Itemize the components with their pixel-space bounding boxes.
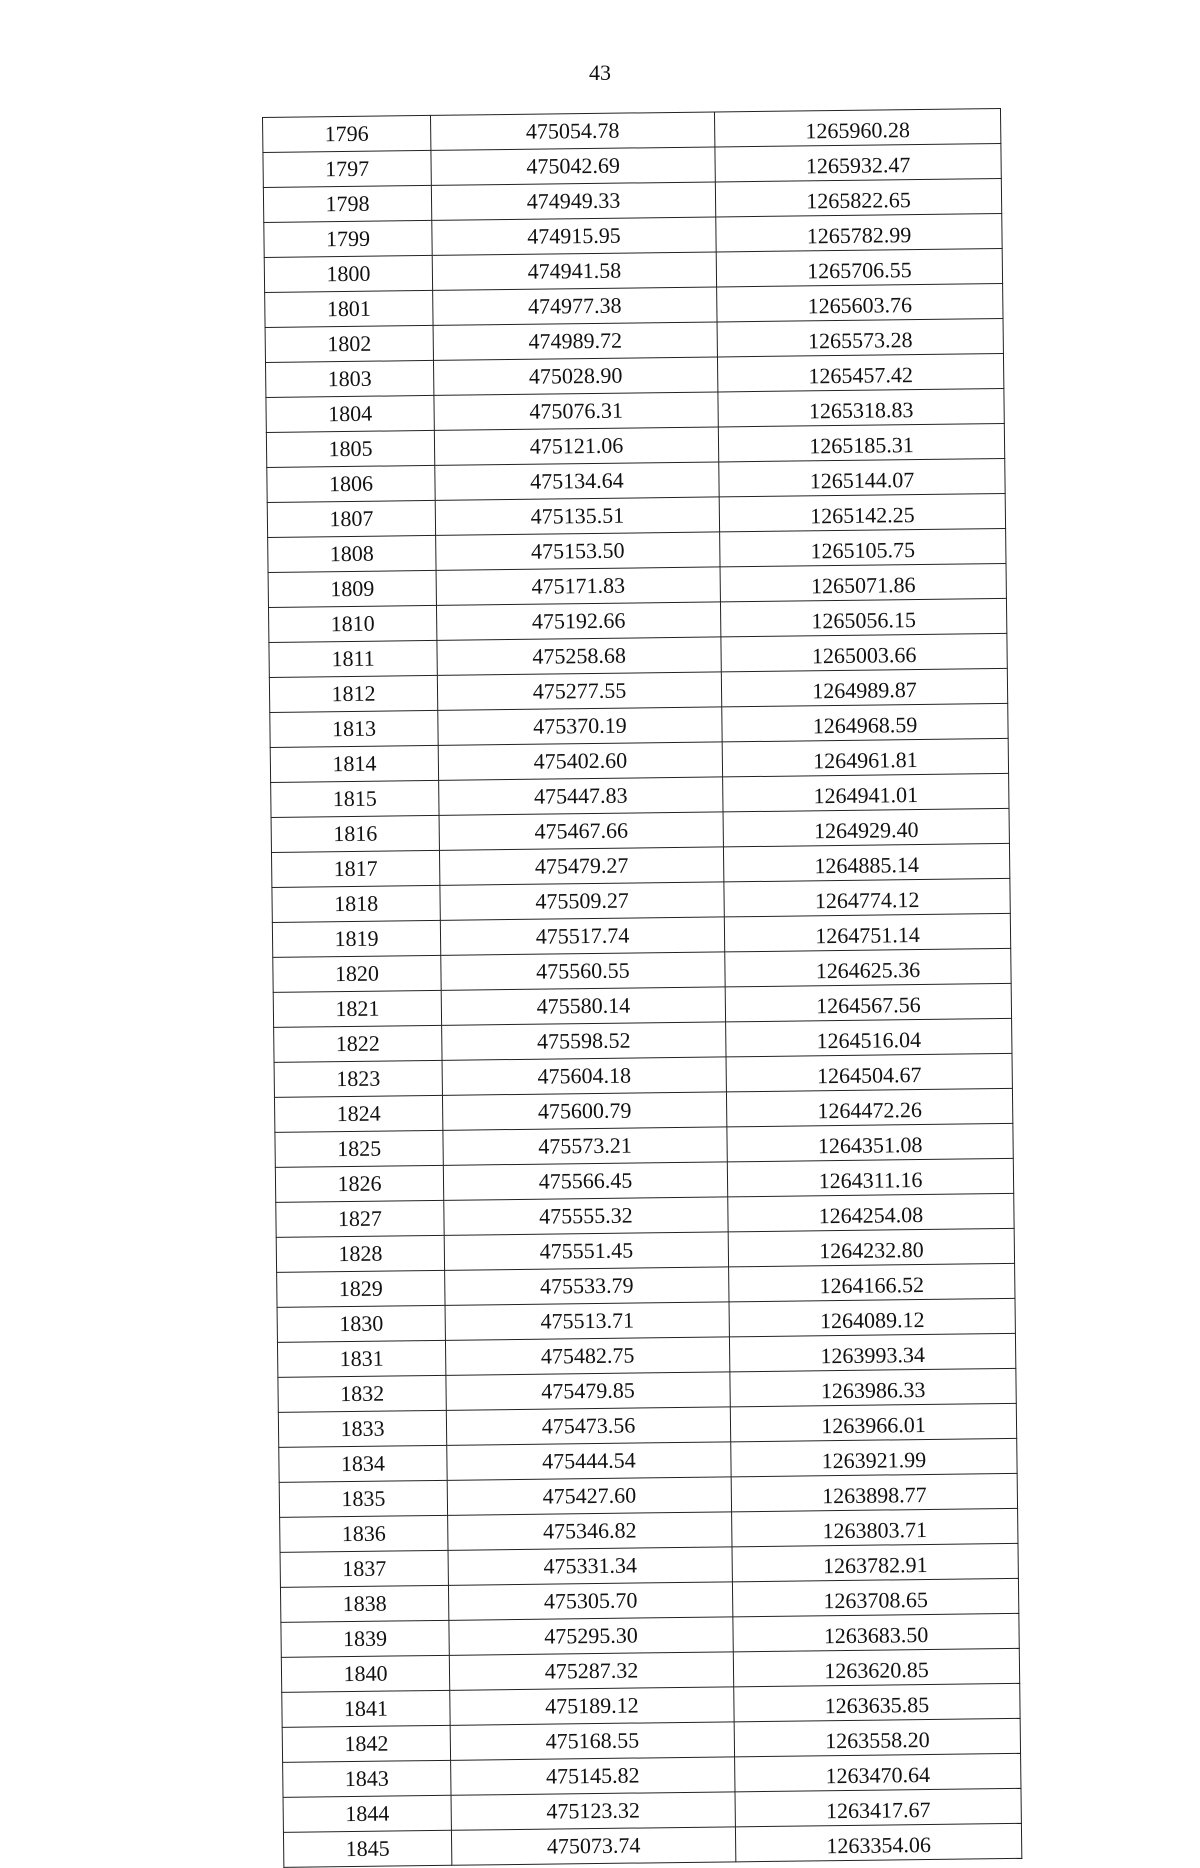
- y-coordinate-cell: 1264232.80: [728, 1228, 1014, 1266]
- x-coordinate-cell: 475473.56: [446, 1407, 730, 1445]
- y-coordinate-cell: 1264961.81: [722, 738, 1008, 776]
- y-coordinate-cell: 1264516.04: [726, 1018, 1012, 1056]
- x-coordinate-cell: 475287.32: [449, 1652, 733, 1690]
- point-number-cell: 1800: [264, 255, 432, 292]
- point-number-cell: 1821: [273, 990, 441, 1027]
- x-coordinate-cell: 475604.18: [442, 1057, 726, 1095]
- x-coordinate-cell: 475479.27: [439, 847, 723, 885]
- point-number-cell: 1838: [280, 1585, 448, 1622]
- x-coordinate-cell: 475482.75: [445, 1337, 729, 1375]
- point-number-cell: 1836: [280, 1515, 448, 1552]
- x-coordinate-cell: 475076.31: [434, 392, 718, 430]
- point-number-cell: 1835: [279, 1480, 447, 1517]
- point-number-cell: 1819: [272, 920, 440, 957]
- point-number-cell: 1801: [265, 290, 433, 327]
- y-coordinate-cell: 1264351.08: [727, 1123, 1013, 1161]
- x-coordinate-cell: 475134.64: [435, 462, 719, 500]
- coordinates-table: [262, 108, 1022, 1868]
- y-coordinate-cell: 1263782.91: [732, 1543, 1018, 1581]
- point-number-cell: 1796: [263, 115, 431, 152]
- y-coordinate-cell: 1263966.01: [730, 1403, 1016, 1441]
- y-coordinate-cell: 1264941.01: [723, 773, 1009, 811]
- point-number-cell: 1807: [267, 500, 435, 537]
- x-coordinate-cell: 474949.33: [431, 182, 715, 220]
- coordinates-table-body: [263, 108, 1022, 1867]
- point-number-cell: 1823: [274, 1060, 442, 1097]
- x-coordinate-cell: 475168.55: [450, 1722, 734, 1760]
- point-number-cell: 1814: [270, 745, 438, 782]
- y-coordinate-cell: 1265706.55: [716, 248, 1002, 286]
- x-coordinate-cell: 475447.83: [439, 777, 723, 815]
- x-coordinate-cell: 475513.71: [445, 1302, 729, 1340]
- y-coordinate-cell: 1263986.33: [730, 1368, 1016, 1406]
- x-coordinate-cell: 475305.70: [448, 1582, 732, 1620]
- y-coordinate-cell: 1265318.83: [718, 388, 1004, 426]
- x-coordinate-cell: 474915.95: [432, 217, 716, 255]
- point-number-cell: 1842: [282, 1725, 450, 1762]
- x-coordinate-cell: 475346.82: [448, 1512, 732, 1550]
- y-coordinate-cell: 1264504.67: [726, 1053, 1012, 1091]
- y-coordinate-cell: 1265960.28: [714, 108, 1000, 146]
- x-coordinate-cell: 475598.52: [442, 1022, 726, 1060]
- x-coordinate-cell: 475402.60: [438, 742, 722, 780]
- point-number-cell: 1798: [263, 185, 431, 222]
- x-coordinate-cell: 475555.32: [444, 1197, 728, 1235]
- point-number-cell: 1820: [273, 955, 441, 992]
- point-number-cell: 1802: [265, 325, 433, 362]
- x-coordinate-cell: 475509.27: [440, 882, 724, 920]
- point-number-cell: 1832: [278, 1375, 446, 1412]
- point-number-cell: 1812: [269, 675, 437, 712]
- x-coordinate-cell: 475028.90: [433, 357, 717, 395]
- x-coordinate-cell: 475121.06: [434, 427, 718, 465]
- x-coordinate-cell: 474941.58: [432, 252, 716, 290]
- point-number-cell: 1805: [266, 430, 434, 467]
- point-number-cell: 1841: [282, 1690, 450, 1727]
- x-coordinate-cell: 475135.51: [435, 497, 719, 535]
- x-coordinate-cell: 475153.50: [436, 532, 720, 570]
- y-coordinate-cell: 1263683.50: [733, 1613, 1019, 1651]
- x-coordinate-cell: 475551.45: [444, 1232, 728, 1270]
- y-coordinate-cell: 1265142.25: [719, 493, 1005, 531]
- y-coordinate-cell: 1264567.56: [725, 983, 1011, 1021]
- point-number-cell: 1837: [280, 1550, 448, 1587]
- point-number-cell: 1827: [276, 1200, 444, 1237]
- y-coordinate-cell: 1264472.26: [726, 1088, 1012, 1126]
- y-coordinate-cell: 1264968.59: [722, 703, 1008, 741]
- y-coordinate-cell: 1263993.34: [729, 1333, 1015, 1371]
- point-number-cell: 1834: [279, 1445, 447, 1482]
- x-coordinate-cell: 475600.79: [442, 1092, 726, 1130]
- y-coordinate-cell: 1263354.06: [735, 1823, 1021, 1861]
- point-number-cell: 1825: [275, 1130, 443, 1167]
- point-number-cell: 1826: [275, 1165, 443, 1202]
- y-coordinate-cell: 1264311.16: [727, 1158, 1013, 1196]
- x-coordinate-cell: 475573.21: [443, 1127, 727, 1165]
- y-coordinate-cell: 1265185.31: [718, 423, 1004, 461]
- x-coordinate-cell: 475427.60: [447, 1477, 731, 1515]
- y-coordinate-cell: 1264254.08: [728, 1193, 1014, 1231]
- y-coordinate-cell: 1263803.71: [732, 1508, 1018, 1546]
- y-coordinate-cell: 1264166.52: [729, 1263, 1015, 1301]
- y-coordinate-cell: 1263620.85: [733, 1648, 1019, 1686]
- point-number-cell: 1845: [283, 1830, 451, 1867]
- y-coordinate-cell: 1265457.42: [717, 353, 1003, 391]
- y-coordinate-cell: 1263635.85: [734, 1683, 1020, 1721]
- y-coordinate-cell: 1264929.40: [723, 808, 1009, 846]
- x-coordinate-cell: 475123.32: [451, 1792, 735, 1830]
- y-coordinate-cell: 1263708.65: [732, 1578, 1018, 1616]
- point-number-cell: 1840: [281, 1655, 449, 1692]
- point-number-cell: 1831: [277, 1340, 445, 1377]
- x-coordinate-cell: 475560.55: [441, 952, 725, 990]
- point-number-cell: 1829: [277, 1270, 445, 1307]
- point-number-cell: 1844: [283, 1795, 451, 1832]
- x-coordinate-cell: 475171.83: [436, 567, 720, 605]
- point-number-cell: 1810: [268, 605, 436, 642]
- x-coordinate-cell: 475566.45: [443, 1162, 727, 1200]
- point-number-cell: 1809: [268, 570, 436, 607]
- point-number-cell: 1839: [281, 1620, 449, 1657]
- x-coordinate-cell: 475533.79: [445, 1267, 729, 1305]
- point-number-cell: 1833: [278, 1410, 446, 1447]
- y-coordinate-cell: 1264089.12: [729, 1298, 1015, 1336]
- x-coordinate-cell: 475189.12: [450, 1687, 734, 1725]
- x-coordinate-cell: 475073.74: [451, 1827, 735, 1865]
- x-coordinate-cell: 475192.66: [436, 602, 720, 640]
- point-number-cell: 1803: [265, 360, 433, 397]
- x-coordinate-cell: 475517.74: [440, 917, 724, 955]
- y-coordinate-cell: 1263921.99: [731, 1438, 1017, 1476]
- point-number-cell: 1828: [276, 1235, 444, 1272]
- point-number-cell: 1797: [263, 150, 431, 187]
- y-coordinate-cell: 1265003.66: [721, 633, 1007, 671]
- y-coordinate-cell: 1263558.20: [734, 1718, 1020, 1756]
- y-coordinate-cell: 1264625.36: [725, 948, 1011, 986]
- x-coordinate-cell: 475054.78: [430, 112, 714, 150]
- point-number-cell: 1824: [274, 1095, 442, 1132]
- point-number-cell: 1806: [267, 465, 435, 502]
- point-number-cell: 1815: [271, 780, 439, 817]
- point-number-cell: 1811: [269, 640, 437, 677]
- y-coordinate-cell: 1265932.47: [715, 143, 1001, 181]
- point-number-cell: 1830: [277, 1305, 445, 1342]
- y-coordinate-cell: 1264774.12: [724, 878, 1010, 916]
- y-coordinate-cell: 1263417.67: [735, 1788, 1021, 1826]
- y-coordinate-cell: 1265144.07: [719, 458, 1005, 496]
- x-coordinate-cell: 475042.69: [431, 147, 715, 185]
- x-coordinate-cell: 474989.72: [433, 322, 717, 360]
- y-coordinate-cell: 1265782.99: [716, 213, 1002, 251]
- x-coordinate-cell: 475580.14: [441, 987, 725, 1025]
- x-coordinate-cell: 475467.66: [439, 812, 723, 850]
- y-coordinate-cell: 1265105.75: [720, 528, 1006, 566]
- point-number-cell: 1813: [270, 710, 438, 747]
- y-coordinate-cell: 1264989.87: [721, 668, 1007, 706]
- x-coordinate-cell: 475479.85: [446, 1372, 730, 1410]
- x-coordinate-cell: 475258.68: [437, 637, 721, 675]
- y-coordinate-cell: 1265056.15: [720, 598, 1006, 636]
- y-coordinate-cell: 1265573.28: [717, 318, 1003, 356]
- y-coordinate-cell: 1265071.86: [720, 563, 1006, 601]
- y-coordinate-cell: 1263898.77: [731, 1473, 1017, 1511]
- x-coordinate-cell: 475370.19: [438, 707, 722, 745]
- point-number-cell: 1808: [268, 535, 436, 572]
- point-number-cell: 1799: [264, 220, 432, 257]
- x-coordinate-cell: 474977.38: [433, 287, 717, 325]
- x-coordinate-cell: 475331.34: [448, 1547, 732, 1585]
- point-number-cell: 1822: [274, 1025, 442, 1062]
- x-coordinate-cell: 475277.55: [437, 672, 721, 710]
- point-number-cell: 1818: [272, 885, 440, 922]
- y-coordinate-cell: 1265822.65: [715, 178, 1001, 216]
- point-number-cell: 1843: [283, 1760, 451, 1797]
- y-coordinate-cell: 1263470.64: [735, 1753, 1021, 1791]
- point-number-cell: 1816: [271, 815, 439, 852]
- page-number: 43: [589, 60, 611, 85]
- point-number-cell: 1817: [271, 850, 439, 887]
- y-coordinate-cell: 1264885.14: [723, 843, 1009, 881]
- x-coordinate-cell: 475145.82: [451, 1757, 735, 1795]
- x-coordinate-cell: 475295.30: [449, 1617, 733, 1655]
- point-number-cell: 1804: [266, 395, 434, 432]
- y-coordinate-cell: 1265603.76: [717, 283, 1003, 321]
- y-coordinate-cell: 1264751.14: [724, 913, 1010, 951]
- x-coordinate-cell: 475444.54: [447, 1442, 731, 1480]
